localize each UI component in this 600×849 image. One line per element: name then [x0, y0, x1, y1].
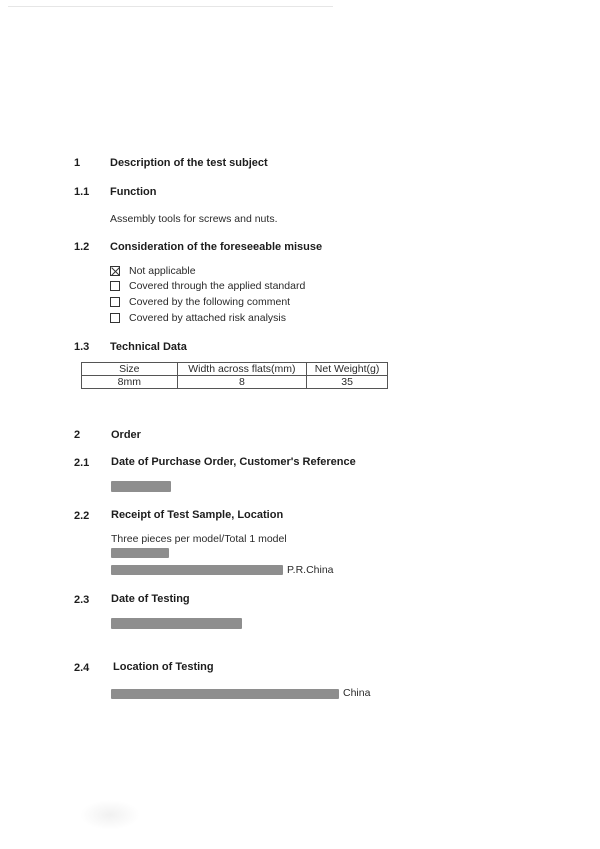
- misuse-option-label: Not applicable: [129, 265, 196, 277]
- technical-data-table: [81, 362, 388, 389]
- section-2-1-number: 2.1: [74, 457, 90, 469]
- table-cell: 35: [307, 376, 388, 389]
- section-2-title: Order: [111, 429, 141, 441]
- section-2-4-number: 2.4: [74, 662, 90, 674]
- testing-location-country: China: [343, 687, 371, 699]
- unchecked-checkbox-icon[interactable]: [110, 297, 120, 307]
- section-2-4-title: Location of Testing: [113, 661, 214, 673]
- table-header-cell: Width across flats(mm): [177, 363, 307, 376]
- section-1-title: Description of the test subject: [110, 157, 268, 169]
- unchecked-checkbox-icon[interactable]: [110, 313, 120, 323]
- redacted-receipt-date: [111, 548, 169, 558]
- section-1-1-title: Function: [110, 186, 157, 198]
- checked-checkbox-icon[interactable]: [110, 266, 120, 276]
- section-1-number: 1: [74, 157, 81, 169]
- section-1-3-title: Technical Data: [110, 341, 187, 353]
- section-2-number: 2: [74, 429, 81, 441]
- section-1-3-number: 1.3: [74, 341, 90, 353]
- section-2-3-number: 2.3: [74, 594, 90, 606]
- misuse-option-following-comment[interactable]: [110, 295, 290, 309]
- table-header-cell: Net Weight(g): [307, 363, 388, 376]
- redacted-purchase-order: [111, 481, 171, 492]
- table-cell: 8mm: [82, 376, 178, 389]
- section-2-2-number: 2.2: [74, 510, 90, 522]
- section-2-1-title: Date of Purchase Order, Customer's Reference: [111, 456, 356, 468]
- table-cell: 8: [177, 376, 307, 389]
- section-1-2-title: Consideration of the foreseeable misuse: [110, 241, 323, 253]
- redacted-testing-date: [111, 618, 242, 629]
- section-1-2-number: 1.2: [74, 241, 90, 253]
- page-top-edge: [8, 6, 333, 7]
- redacted-testing-location: [111, 689, 339, 699]
- scan-smudge: [80, 800, 140, 830]
- misuse-option-not-applicable[interactable]: [110, 264, 196, 278]
- misuse-option-label: Covered by attached risk analysis: [129, 312, 286, 324]
- unchecked-checkbox-icon[interactable]: [110, 281, 120, 291]
- section-2-3-title: Date of Testing: [111, 593, 190, 605]
- section-1-1-number: 1.1: [74, 186, 90, 198]
- redacted-receipt-location: [111, 565, 283, 575]
- section-2-2-title: Receipt of Test Sample, Location: [111, 509, 284, 521]
- misuse-option-label: Covered by the following comment: [129, 296, 291, 308]
- table-header-cell: Size: [82, 363, 178, 376]
- misuse-option-applied-standard[interactable]: [110, 279, 305, 293]
- misuse-option-risk-analysis[interactable]: [110, 311, 286, 325]
- misuse-option-label: Covered through the applied standard: [129, 280, 306, 292]
- table-header-row: [82, 363, 388, 376]
- function-description: Assembly tools for screws and nuts.: [110, 213, 278, 225]
- sample-receipt-description: Three pieces per model/Total 1 model: [111, 533, 287, 545]
- table-row: [82, 376, 388, 389]
- receipt-location-country: P.R.China: [287, 564, 334, 576]
